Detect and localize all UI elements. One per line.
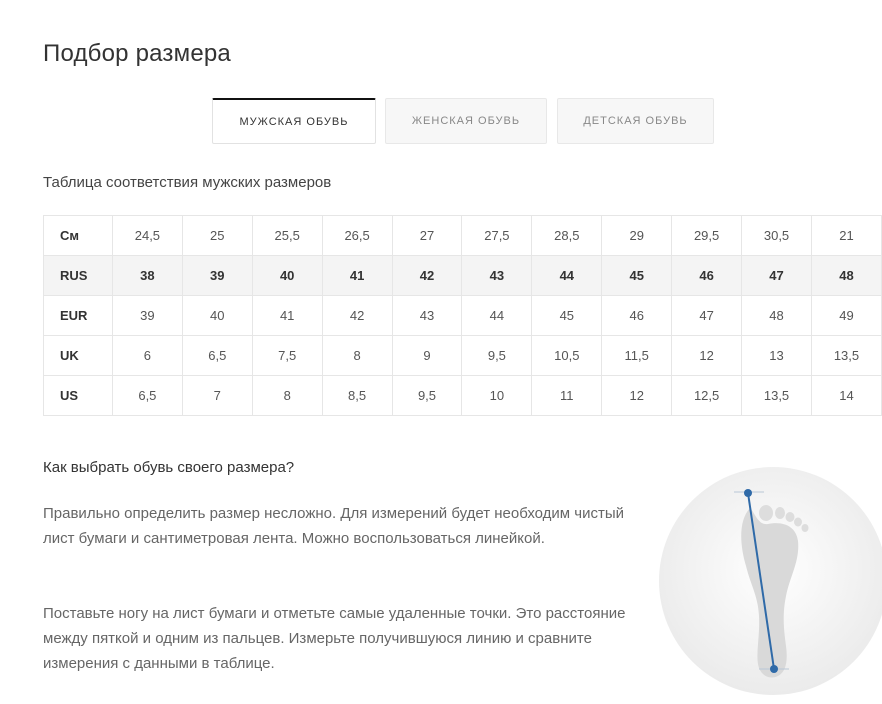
- table-cell: 14: [811, 376, 881, 416]
- tab-mens-shoes[interactable]: МУЖСКАЯ ОБУВЬ: [212, 98, 376, 144]
- table-cell: 11: [532, 376, 602, 416]
- table-cell: 7,5: [252, 336, 322, 376]
- table-cell: 27: [392, 216, 462, 256]
- table-cell: 29,5: [672, 216, 742, 256]
- table-cell: 25,5: [252, 216, 322, 256]
- table-cell: 42: [392, 256, 462, 296]
- row-header: US: [44, 376, 113, 416]
- table-cell: 47: [672, 296, 742, 336]
- table-cell: 6,5: [182, 336, 252, 376]
- table-cell: 40: [182, 296, 252, 336]
- row-header: UK: [44, 336, 113, 376]
- table-cell: 24,5: [112, 216, 182, 256]
- table-cell: 49: [811, 296, 881, 336]
- table-cell: 44: [462, 296, 532, 336]
- howto-paragraph-2: Поставьте ногу на лист бумаги и отметьте самые удаленные точки. Это расстояние между пяткой и одним из пальцев. Измерьте получившуюся линию и сравните измерения с данными в таблице.: [43, 605, 626, 672]
- table-cell: 8,5: [322, 376, 392, 416]
- table-cell: 45: [602, 256, 672, 296]
- table-cell: 47: [742, 256, 812, 296]
- table-cell: 13,5: [811, 336, 881, 376]
- table-cell: 12: [602, 376, 672, 416]
- table-cell: 48: [742, 296, 812, 336]
- table-cell: 41: [252, 296, 322, 336]
- table-subtitle: Таблица соответствия мужских размеров: [43, 174, 332, 191]
- table-cell: 46: [602, 296, 672, 336]
- table-cell: 21: [811, 216, 881, 256]
- table-row: [44, 256, 882, 296]
- table-cell: 30,5: [742, 216, 812, 256]
- table-cell: 11,5: [602, 336, 672, 376]
- page-title: Подбор размера: [43, 40, 231, 67]
- table-cell: 28,5: [532, 216, 602, 256]
- table-cell: 13: [742, 336, 812, 376]
- table-cell: 48: [811, 256, 881, 296]
- table-cell: 43: [462, 256, 532, 296]
- table-cell: 39: [112, 296, 182, 336]
- table-cell: 46: [672, 256, 742, 296]
- table-cell: 8: [322, 336, 392, 376]
- howto-title: Как выбрать обувь своего размера?: [43, 459, 295, 476]
- row-header: RUS: [44, 256, 113, 296]
- table-cell: 41: [322, 256, 392, 296]
- table-cell: 10: [462, 376, 532, 416]
- table-cell: 8: [252, 376, 322, 416]
- foot-measurement-illustration: [658, 466, 882, 704]
- table-cell: 12,5: [672, 376, 742, 416]
- table-cell: 45: [532, 296, 602, 336]
- foot-icon: [658, 466, 882, 699]
- table-cell: 29: [602, 216, 672, 256]
- row-header: EUR: [44, 296, 113, 336]
- table-cell: 43: [392, 296, 462, 336]
- table-cell: 42: [322, 296, 392, 336]
- table-cell: 38: [112, 256, 182, 296]
- table-row: [44, 296, 882, 336]
- table-row: [44, 336, 882, 376]
- tab-kids-shoes[interactable]: ДЕТСКАЯ ОБУВЬ: [557, 98, 714, 144]
- table-cell: 6: [112, 336, 182, 376]
- table-cell: 44: [532, 256, 602, 296]
- table-cell: 9,5: [392, 376, 462, 416]
- table-cell: 9: [392, 336, 462, 376]
- table-cell: 9,5: [462, 336, 532, 376]
- table-cell: 25: [182, 216, 252, 256]
- howto-paragraph-1: Правильно определить размер несложно. Для измерений будет необходим чистый лист бумаги и сантиметровая лента. Можно воспользоваться линейкой.: [43, 505, 624, 547]
- table-cell: 7: [182, 376, 252, 416]
- size-table: [43, 215, 882, 416]
- row-header: См: [44, 216, 113, 256]
- table-cell: 12: [672, 336, 742, 376]
- table-row: [44, 376, 882, 416]
- table-cell: 13,5: [742, 376, 812, 416]
- tab-womens-shoes[interactable]: ЖЕНСКАЯ ОБУВЬ: [385, 98, 547, 144]
- table-cell: 10,5: [532, 336, 602, 376]
- table-row: [44, 216, 882, 256]
- table-cell: 6,5: [112, 376, 182, 416]
- table-cell: 39: [182, 256, 252, 296]
- table-cell: 26,5: [322, 216, 392, 256]
- table-cell: 40: [252, 256, 322, 296]
- table-cell: 27,5: [462, 216, 532, 256]
